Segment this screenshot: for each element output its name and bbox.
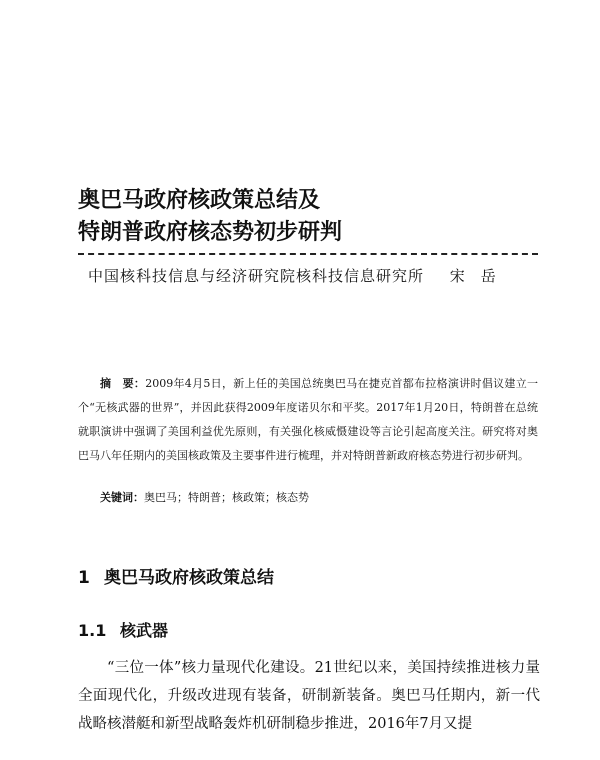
section-number: 1 — [78, 568, 90, 588]
subsection-heading-1-1 — [78, 619, 538, 643]
abstract-text: 2009年4月5日，新上任的美国总统奥巴马在捷克首都布拉格演讲时倡议建立一个“无核武器的世界”，并因此获得2009年度诺贝尔和平奖。2017年1月20日，特朗普在总统就职演讲中强调了美国利益优先原则，有关强化核威慑建设等言论引起高度关注。研究将对奥巴马八年任期内的美国核政策及主要事件进行梳理，并对特朗普新政府核态势进行初步研判。 — [78, 377, 539, 462]
abstract — [78, 372, 538, 468]
body-text — [78, 654, 540, 738]
body-paragraph: “三位一体”核力量现代化建设。21世纪以来，美国持续推进核力量全面现代化，升级改进现有装备，研制新装备。奥巴马任期内，新一代战略核潜艇和新型战略轰炸机研制稳步推进，2016年7月又提 — [78, 660, 540, 732]
subsection-number: 1.1 — [78, 621, 107, 640]
title-line-1: 奥巴马政府核政策总结及 — [78, 188, 321, 213]
paper-title — [78, 185, 558, 249]
title-line-2: 特朗普政府核态势初步研判 — [78, 220, 343, 245]
section-heading-1 — [78, 566, 538, 590]
author-name: 宋岳 — [449, 267, 512, 285]
title-divider — [78, 253, 538, 255]
keywords-label: 关键词： — [100, 491, 144, 504]
keywords-text: 奥巴马；特朗普；核政策；核态势 — [144, 491, 309, 504]
abstract-label: 摘 要： — [100, 377, 146, 390]
section-title: 奥巴马政府核政策总结 — [104, 568, 274, 588]
byline — [88, 265, 558, 287]
author-affiliation: 中国核科技信息与经济研究院核科技信息研究所 — [88, 267, 425, 285]
subsection-title: 核武器 — [120, 621, 169, 640]
keywords — [100, 488, 540, 508]
